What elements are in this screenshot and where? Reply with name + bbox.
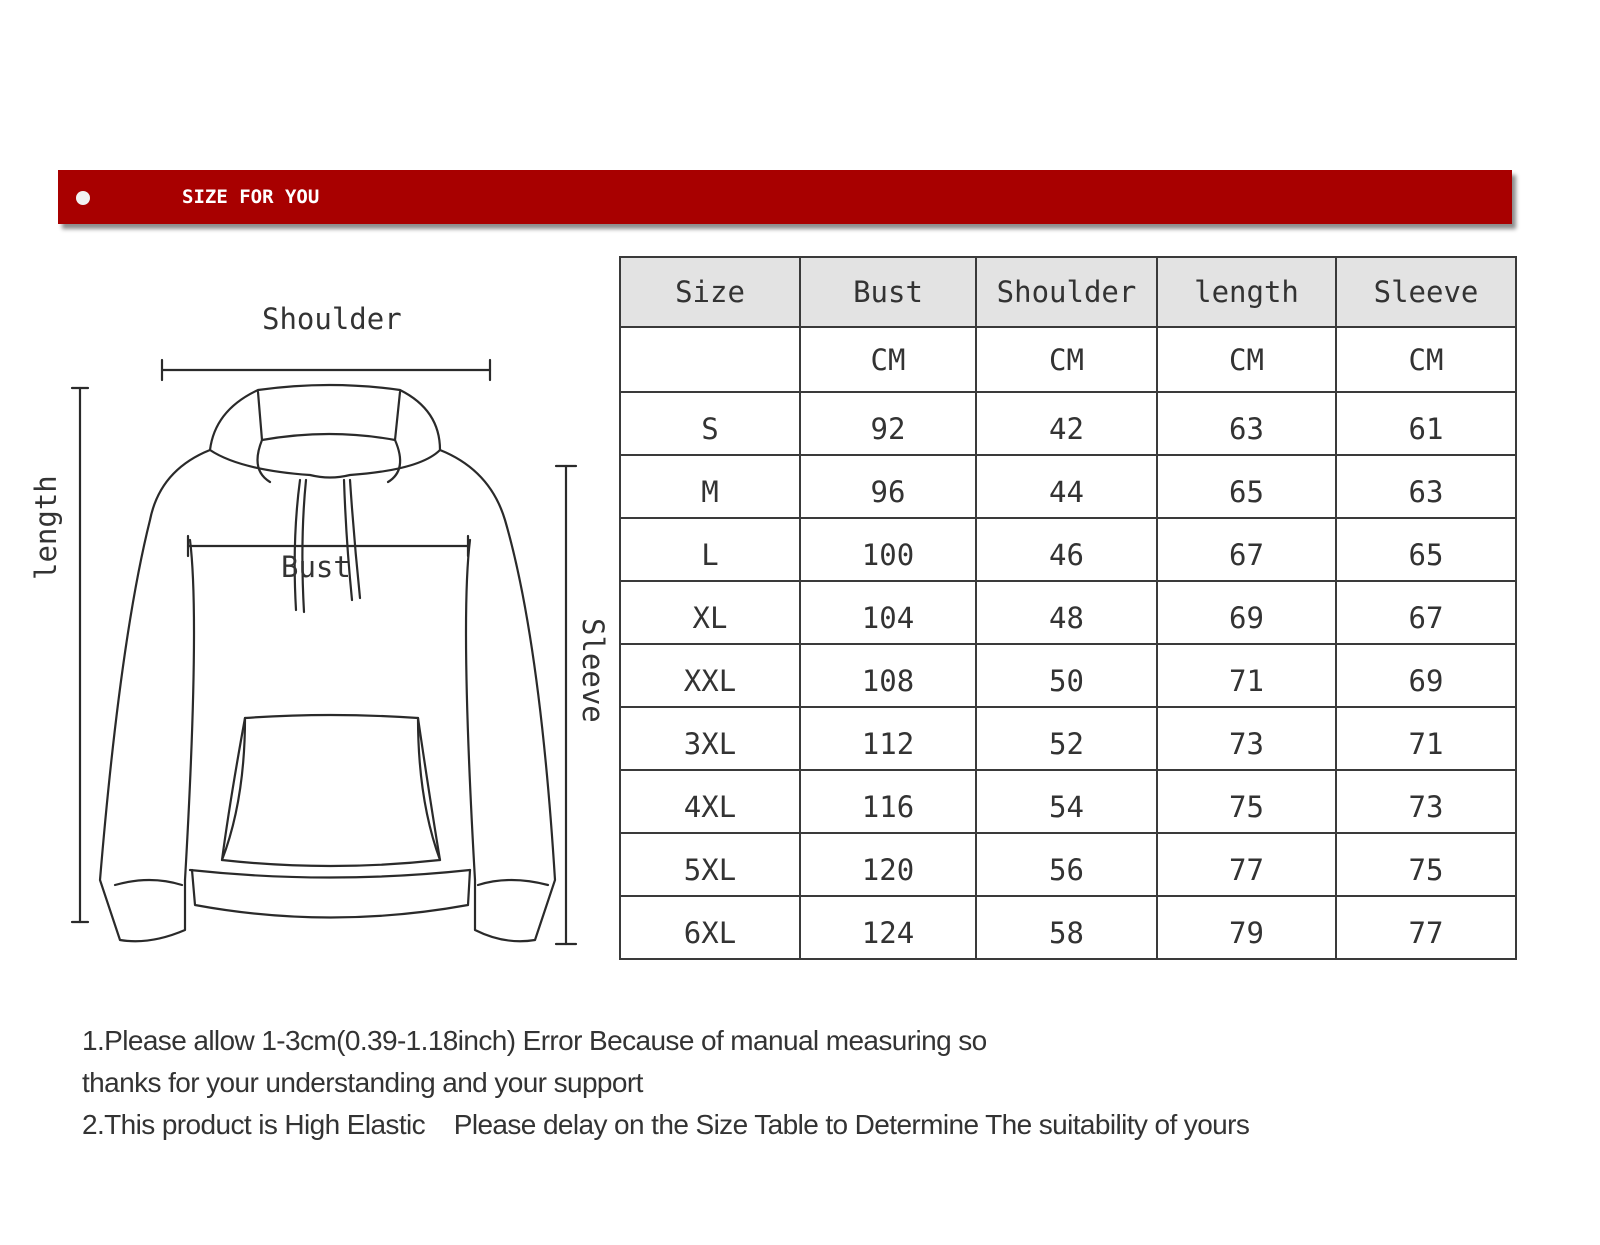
length-cell: 71 — [1157, 644, 1336, 707]
note-line-2: thanks for your understanding and your support — [82, 1067, 643, 1098]
sleeve-label: Sleeve — [576, 618, 610, 723]
shoulder-cell: 42 — [976, 392, 1157, 455]
sleeve-cell: 73 — [1336, 770, 1516, 833]
size-table — [619, 256, 1517, 960]
sleeve-cell: 63 — [1336, 455, 1516, 518]
bust-cell: 120 — [800, 833, 976, 896]
length-cell: 63 — [1157, 392, 1336, 455]
size-cell: XL — [620, 581, 800, 644]
length-cell: 73 — [1157, 707, 1336, 770]
shoulder-label: Shoulder — [262, 302, 402, 336]
note-line-3: 2.This product is High Elastic Please delay on the Size Table to Determine The suitability of yours — [82, 1109, 1250, 1140]
unit-cell — [620, 327, 800, 392]
size-cell: 6XL — [620, 896, 800, 959]
bust-cell: 96 — [800, 455, 976, 518]
shoulder-cell: 44 — [976, 455, 1157, 518]
bust-cell: 100 — [800, 518, 976, 581]
shoulder-cell: 56 — [976, 833, 1157, 896]
table-row — [620, 518, 1516, 581]
shoulder-cell: 58 — [976, 896, 1157, 959]
header-size: Size — [620, 257, 800, 327]
bust-cell: 112 — [800, 707, 976, 770]
notes — [82, 1020, 1249, 1146]
bust-cell: 104 — [800, 581, 976, 644]
bust-cell: 116 — [800, 770, 976, 833]
size-cell: M — [620, 455, 800, 518]
unit-cell: CM — [1157, 327, 1336, 392]
bust-cell: 92 — [800, 392, 976, 455]
sleeve-cell: 69 — [1336, 644, 1516, 707]
shoulder-cell: 50 — [976, 644, 1157, 707]
table-row — [620, 833, 1516, 896]
table-header-row — [620, 257, 1516, 327]
length-cell: 69 — [1157, 581, 1336, 644]
length-cell: 65 — [1157, 455, 1336, 518]
table-row — [620, 455, 1516, 518]
shoulder-cell: 54 — [976, 770, 1157, 833]
header-bust: Bust — [800, 257, 976, 327]
size-cell: 3XL — [620, 707, 800, 770]
size-cell: L — [620, 518, 800, 581]
size-cell: S — [620, 392, 800, 455]
sleeve-cell: 75 — [1336, 833, 1516, 896]
table-row — [620, 392, 1516, 455]
unit-cell: CM — [800, 327, 976, 392]
length-label: length — [29, 475, 63, 580]
length-cell: 79 — [1157, 896, 1336, 959]
note-line-1: 1.Please allow 1-3cm(0.39-1.18inch) Error Because of manual measuring so — [82, 1025, 987, 1056]
bust-cell: 124 — [800, 896, 976, 959]
length-cell: 75 — [1157, 770, 1336, 833]
table-row — [620, 644, 1516, 707]
unit-cell: CM — [976, 327, 1157, 392]
bust-label: Bust — [281, 550, 351, 584]
shoulder-cell: 48 — [976, 581, 1157, 644]
shoulder-cell: 52 — [976, 707, 1157, 770]
units-row — [620, 327, 1516, 392]
unit-cell: CM — [1336, 327, 1516, 392]
shoulder-cell: 46 — [976, 518, 1157, 581]
table-row — [620, 896, 1516, 959]
size-cell: 4XL — [620, 770, 800, 833]
table-row — [620, 707, 1516, 770]
length-cell: 77 — [1157, 833, 1336, 896]
sleeve-cell: 71 — [1336, 707, 1516, 770]
table-row — [620, 770, 1516, 833]
table-row — [620, 581, 1516, 644]
header-sleeve: Sleeve — [1336, 257, 1516, 327]
bust-cell: 108 — [800, 644, 976, 707]
sleeve-cell: 65 — [1336, 518, 1516, 581]
header-length: length — [1157, 257, 1336, 327]
sleeve-cell: 67 — [1336, 581, 1516, 644]
sleeve-cell: 77 — [1336, 896, 1516, 959]
header-shoulder: Shoulder — [976, 257, 1157, 327]
size-cell: XXL — [620, 644, 800, 707]
sleeve-cell: 61 — [1336, 392, 1516, 455]
banner-title: SIZE FOR YOU — [182, 186, 320, 208]
size-cell: 5XL — [620, 833, 800, 896]
length-cell: 67 — [1157, 518, 1336, 581]
